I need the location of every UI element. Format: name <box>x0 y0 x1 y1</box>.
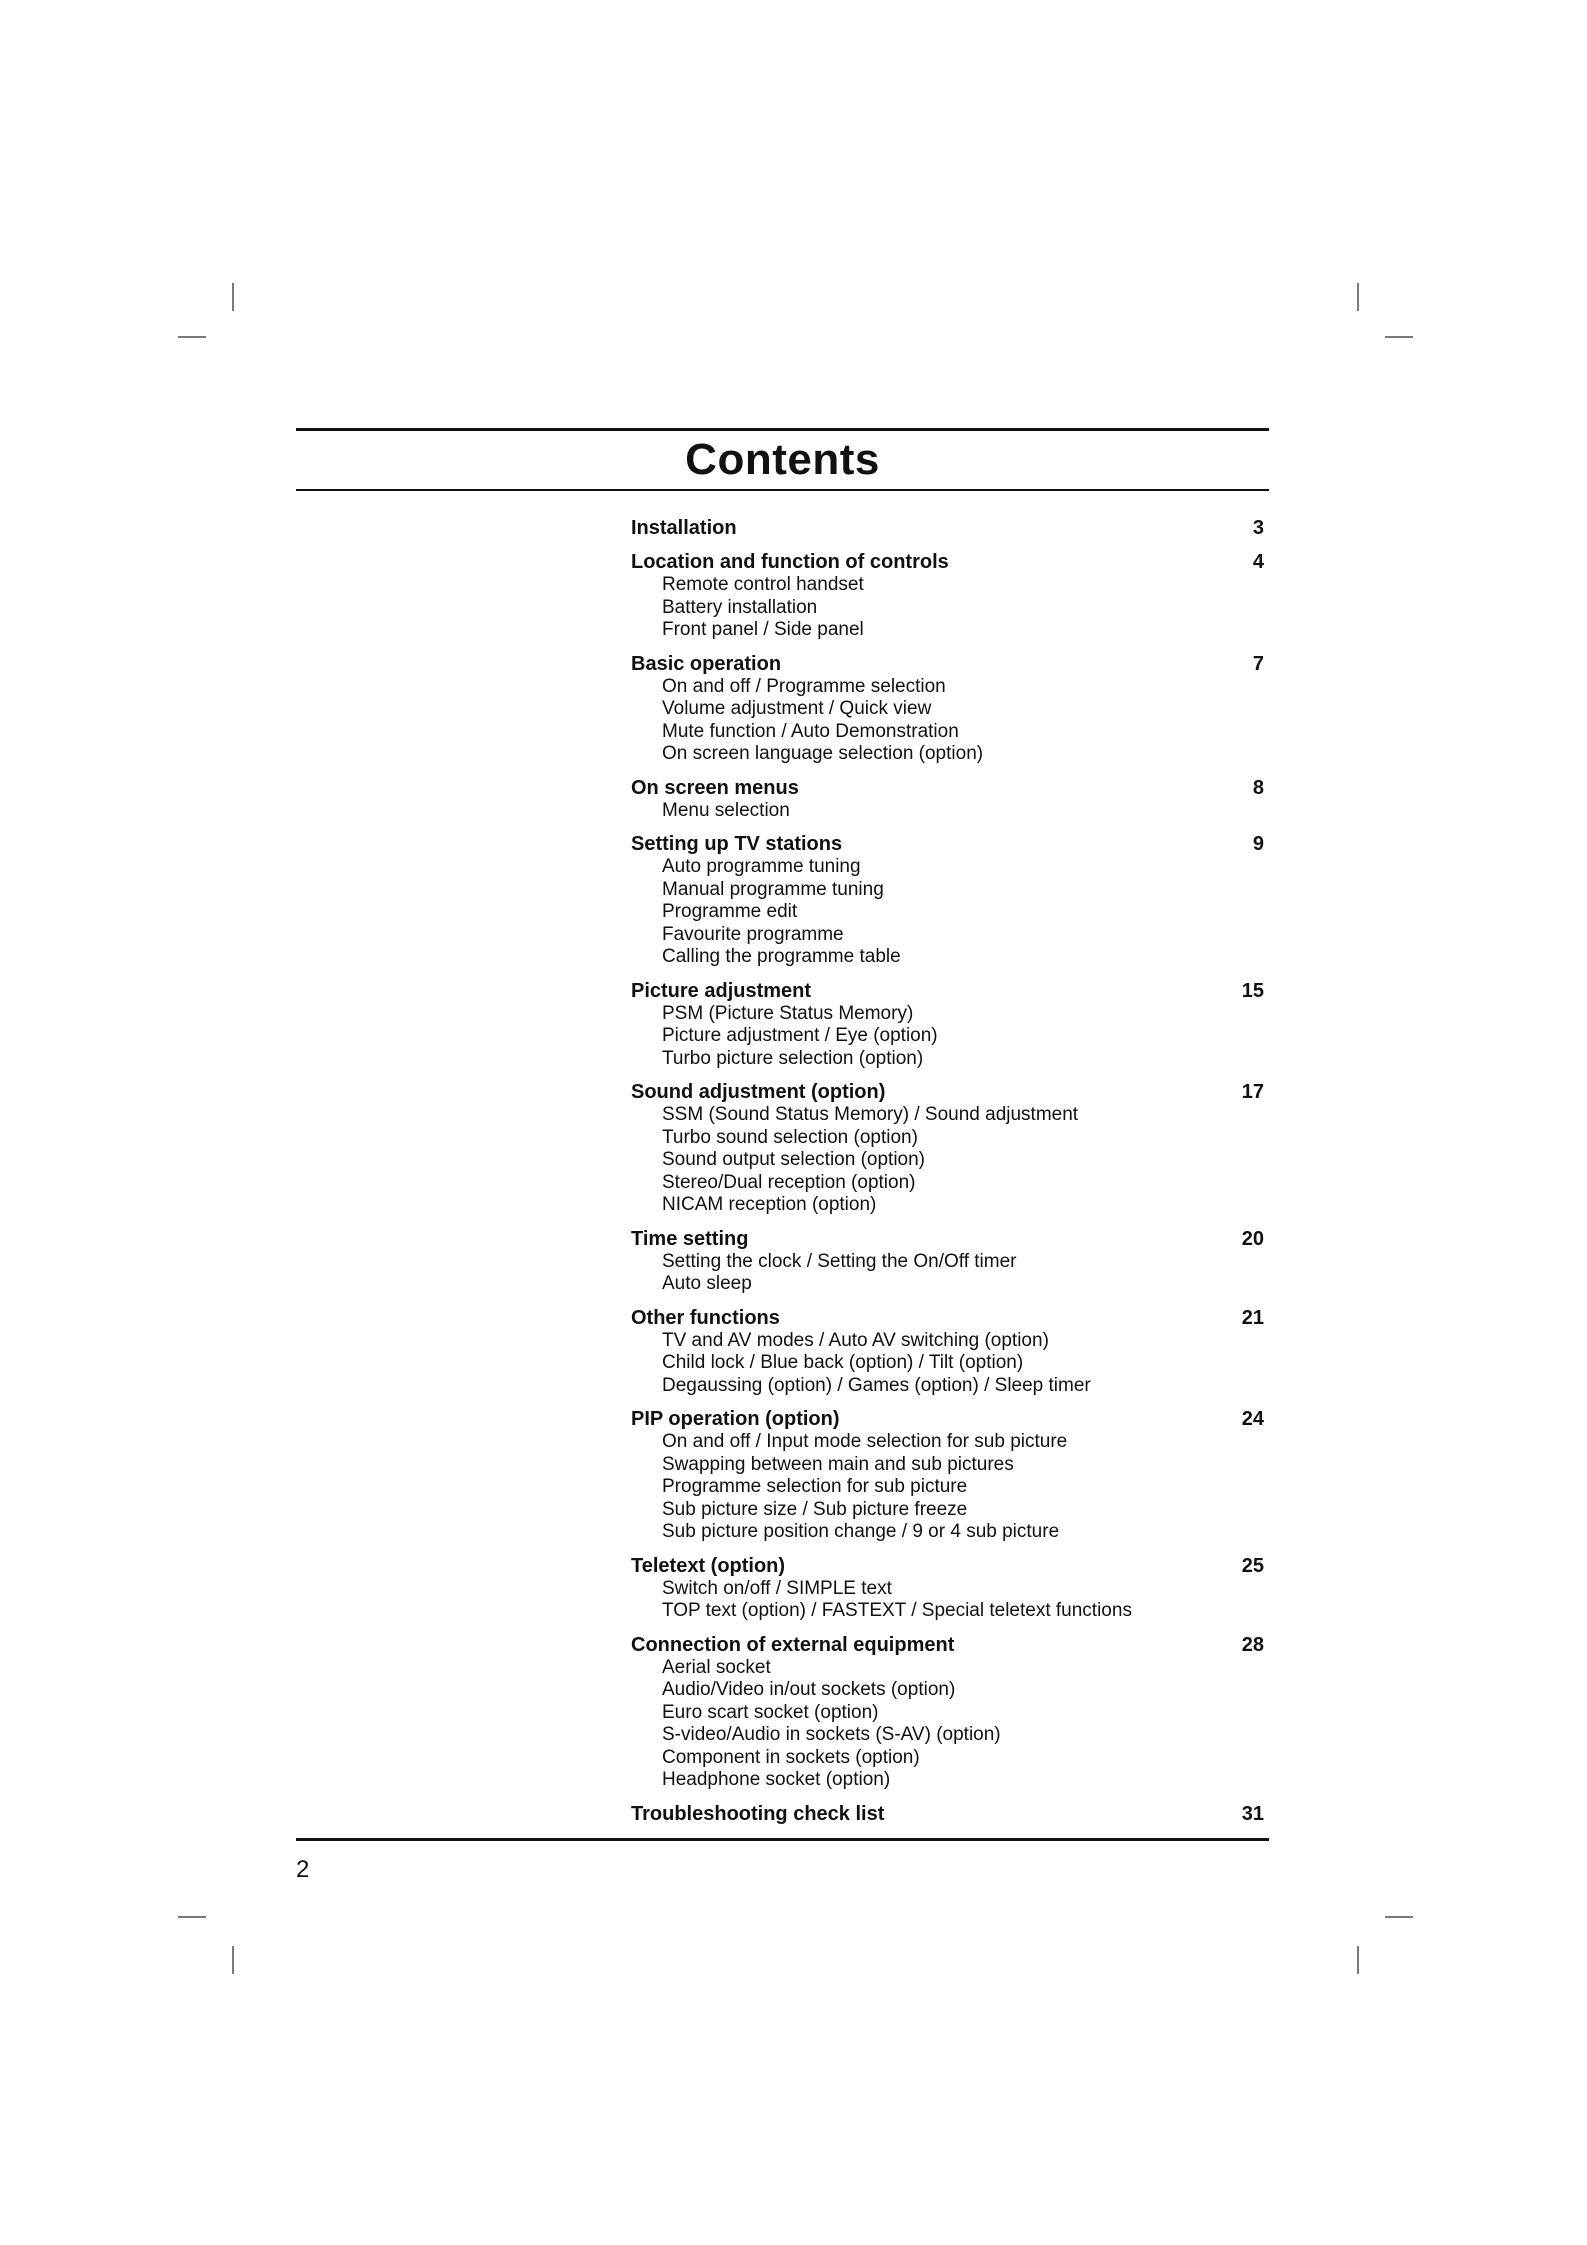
toc-entry-title: Location and function of controls <box>631 551 949 573</box>
toc-section <box>631 1306 1269 1398</box>
crop-mark-top-right-horizontal <box>1385 336 1413 338</box>
toc-entry-page-number: 15 <box>1241 979 1264 1002</box>
toc-entry-title: PIP operation (option) <box>631 1408 840 1430</box>
toc-entry[interactable] <box>631 979 1269 1003</box>
toc-section <box>631 550 1269 642</box>
toc-entry-page-number: 24 <box>1241 1408 1264 1430</box>
toc-subitem: Swapping between main and sub pictures <box>662 1453 1014 1475</box>
toc-subitem: Mute function / Auto Demonstration <box>662 720 959 742</box>
toc-section <box>631 1227 1269 1296</box>
toc-entry-title: Setting up TV stations <box>631 833 843 855</box>
toc-section <box>631 1633 1269 1792</box>
crop-mark-top-right-vertical <box>1357 283 1359 311</box>
toc-entry[interactable] <box>631 832 1269 856</box>
toc-subitem: Stereo/Dual reception (option) <box>662 1171 916 1193</box>
table-of-contents <box>631 516 1269 1836</box>
toc-entry-title: Sound adjustment (option) <box>631 1081 886 1103</box>
toc-subitem: Auto sleep <box>662 1273 752 1294</box>
toc-entry-page-number: 28 <box>1241 1633 1264 1656</box>
toc-entry[interactable] <box>631 652 1269 676</box>
toc-entry[interactable] <box>631 1227 1269 1251</box>
toc-subitem: Degaussing (option) / Games (option) / Sleep timer <box>662 1374 1091 1396</box>
toc-subitem: Setting the clock / Setting the On/Off timer <box>662 1250 1017 1272</box>
toc-subitem: Sub picture position change / 9 or 4 sub picture <box>662 1521 1060 1542</box>
toc-entry[interactable] <box>631 1306 1269 1330</box>
toc-entry-title: Other functions <box>631 1306 780 1329</box>
toc-subitem: Child lock / Blue back (option) / Tilt (option) <box>662 1352 1024 1373</box>
toc-subitem: Turbo picture selection (option) <box>662 1047 924 1069</box>
toc-subitem: Programme selection for sub picture <box>662 1476 968 1497</box>
crop-mark-bottom-left-horizontal <box>178 1916 206 1918</box>
toc-section <box>631 1802 1269 1826</box>
toc-entry-page-number: 8 <box>1252 776 1264 799</box>
toc-subitem: TOP text (option) / FASTEXT / Special teletext functions <box>662 1600 1132 1621</box>
toc-entry-title: Picture adjustment <box>631 979 812 1002</box>
toc-section <box>631 776 1269 823</box>
toc-subitem: Picture adjustment / Eye (option) <box>662 1025 938 1046</box>
toc-subitem: Switch on/off / SIMPLE text <box>662 1577 892 1599</box>
toc-subitem: Battery installation <box>662 596 818 618</box>
toc-entry[interactable] <box>631 516 1269 540</box>
toc-section <box>631 832 1269 969</box>
toc-entry[interactable] <box>631 776 1269 800</box>
toc-subitem: TV and AV modes / Auto AV switching (option) <box>662 1329 1049 1351</box>
toc-subitem: Favourite programme <box>662 923 844 945</box>
toc-section <box>631 979 1269 1071</box>
toc-entry-title: Time setting <box>631 1227 749 1250</box>
toc-entry[interactable] <box>631 1080 1269 1104</box>
toc-entry[interactable] <box>631 550 1269 574</box>
toc-entry-title: Installation <box>631 517 737 539</box>
toc-subitem: Menu selection <box>662 799 790 821</box>
page-title: Contents <box>685 435 880 484</box>
toc-entry-page-number: 3 <box>1252 517 1264 539</box>
toc-subitem: Programme edit <box>662 901 798 922</box>
toc-section <box>631 1554 1269 1623</box>
toc-entry-page-number: 9 <box>1252 833 1264 855</box>
toc-entry[interactable] <box>631 1554 1269 1578</box>
toc-subitem: On and off / Programme selection <box>662 675 946 697</box>
page-number: 2 <box>296 1856 310 1883</box>
toc-entry-page-number: 21 <box>1241 1306 1264 1329</box>
toc-entry[interactable] <box>631 1633 1269 1657</box>
toc-subitem: Remote control handset <box>662 574 864 595</box>
toc-entry-title: Teletext (option) <box>631 1554 786 1577</box>
toc-entry-title: Connection of external equipment <box>631 1633 955 1656</box>
footer-rule <box>296 1838 1269 1841</box>
toc-subitem: Sound output selection (option) <box>662 1149 926 1170</box>
toc-entry-page-number: 4 <box>1252 551 1264 573</box>
toc-entry-page-number: 17 <box>1241 1081 1264 1103</box>
toc-entry-title: Troubleshooting check list <box>631 1802 885 1825</box>
crop-mark-bottom-left-vertical <box>232 1946 234 1974</box>
toc-entry-title: Basic operation <box>631 652 782 675</box>
toc-entry-page-number: 20 <box>1241 1227 1264 1250</box>
toc-subitem: On and off / Input mode selection for sub picture <box>662 1431 1068 1452</box>
toc-entry-page-number: 25 <box>1241 1554 1264 1577</box>
crop-mark-top-left-horizontal <box>178 336 206 338</box>
toc-subitem: Manual programme tuning <box>662 878 884 900</box>
toc-subitem: S-video/Audio in sockets (S-AV) (option) <box>662 1724 1001 1745</box>
toc-subitem: Headphone socket (option) <box>662 1769 891 1790</box>
toc-section <box>631 1080 1269 1217</box>
toc-subitem: Turbo sound selection (option) <box>662 1126 918 1148</box>
toc-entry[interactable] <box>631 1802 1269 1826</box>
toc-subitem: Aerial socket <box>662 1656 771 1678</box>
toc-subitem: SSM (Sound Status Memory) / Sound adjustment <box>662 1104 1079 1125</box>
crop-mark-bottom-right-vertical <box>1357 1946 1359 1974</box>
toc-section <box>631 1407 1269 1544</box>
toc-subitem: Volume adjustment / Quick view <box>662 698 932 719</box>
toc-subitem: NICAM reception (option) <box>662 1194 877 1215</box>
toc-subitem: Component in sockets (option) <box>662 1746 920 1768</box>
crop-mark-top-left-vertical <box>232 283 234 311</box>
toc-subitem: Audio/Video in/out sockets (option) <box>662 1679 956 1700</box>
toc-subitem: PSM (Picture Status Memory) <box>662 1002 914 1024</box>
toc-subitem: Sub picture size / Sub picture freeze <box>662 1498 968 1520</box>
toc-subitem: Calling the programme table <box>662 946 901 967</box>
toc-entry-page-number: 7 <box>1252 652 1264 675</box>
crop-mark-bottom-right-horizontal <box>1385 1916 1413 1918</box>
title-bottom-rule <box>296 489 1269 491</box>
toc-entry[interactable] <box>631 1407 1269 1431</box>
toc-subitem: Auto programme tuning <box>662 856 861 877</box>
toc-section <box>631 652 1269 766</box>
toc-entry-title: On screen menus <box>631 776 799 799</box>
toc-subitem: Euro scart socket (option) <box>662 1701 879 1723</box>
toc-subitem: On screen language selection (option) <box>662 743 984 764</box>
toc-subitem: Front panel / Side panel <box>662 619 864 640</box>
toc-section <box>631 516 1269 540</box>
toc-entry-page-number: 31 <box>1241 1802 1264 1825</box>
